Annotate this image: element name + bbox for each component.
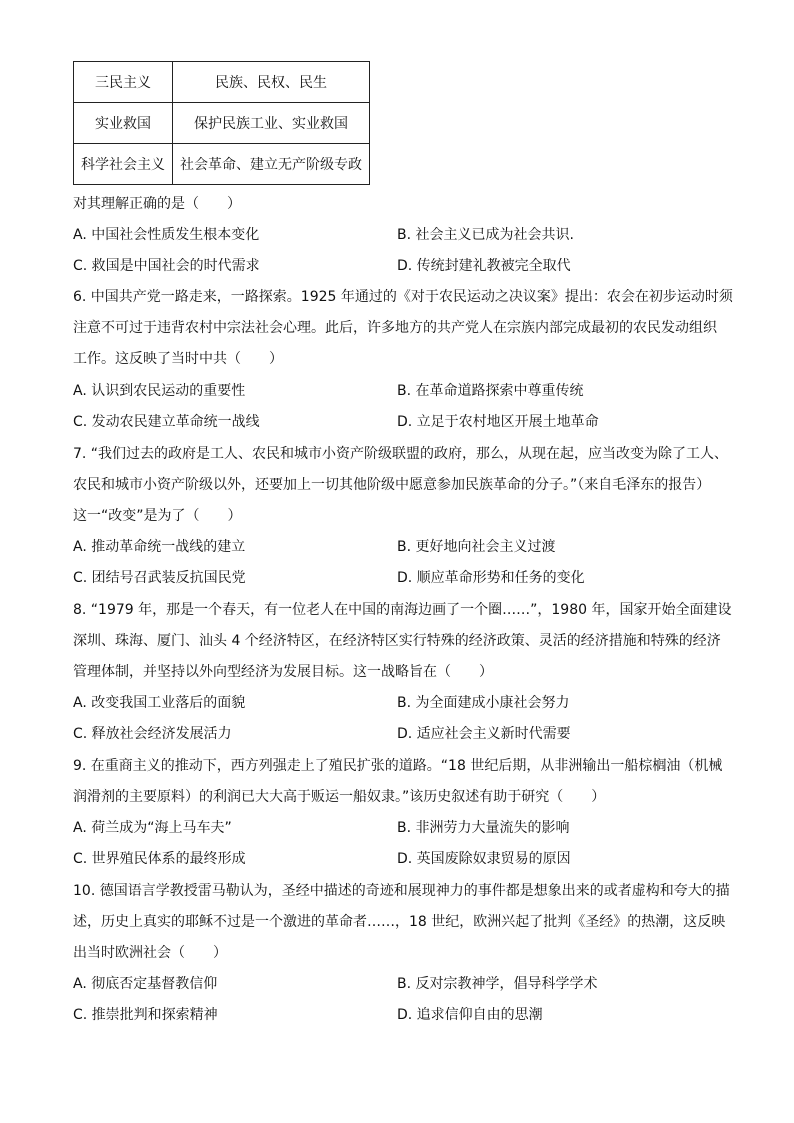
q10-stem-line: 述，历史上真实的耶稣不过是一个激进的革命者……，18 世纪，欧洲兴起了批判《圣经》的热潮，这反映 (73, 914, 726, 930)
q7-option-d[interactable]: D. 顺应革命形势和任务的变化 (397, 570, 585, 586)
q6-stem-line: 工作。这反映了当时中共（ ） (73, 351, 283, 367)
q10-stem-line: 10. 德国语言学教授雷马勒认为，圣经中描述的奇迹和展现神力的事件都是想象出来的或者虚构和夸大的描 (73, 883, 730, 899)
q9-option-c[interactable]: C. 世界殖民体系的最终形成 (73, 851, 246, 867)
q10-option-a[interactable]: A. 彻底否定基督教信仰 (73, 976, 218, 992)
q6-stem-line: 6. 中国共产党一路走来，一路探索。1925 年通过的《对于农民运动之决议案》提出：农会在初步运动时须 (73, 289, 733, 305)
q8-option-d[interactable]: D. 适应社会主义新时代需要 (397, 726, 571, 742)
q10-option-b[interactable]: B. 反对宗教神学，倡导科学学术 (397, 976, 598, 992)
table-cell-term: 三民主义 (74, 62, 173, 103)
q10-option-d[interactable]: D. 追求信仰自由的思潮 (397, 1007, 543, 1023)
q9-option-d[interactable]: D. 英国废除奴隶贸易的原因 (397, 851, 571, 867)
q5-option-c[interactable]: C. 救国是中国社会的时代需求 (73, 258, 260, 274)
q9-stem-line: 9. 在重商主义的推动下，西方列强走上了殖民扩张的道路。“18 世纪后期，从非洲输出一船棕榈油（机械 (73, 758, 723, 774)
q8-stem-line: 深圳、珠海、厦门、汕头 4 个经济特区，在经济特区实行特殊的经济政策、灵活的经济措施和特殊的经济 (73, 633, 721, 649)
q7-option-a[interactable]: A. 推动革命统一战线的建立 (73, 539, 246, 555)
q6-option-d[interactable]: D. 立足于农村地区开展土地革命 (397, 414, 599, 430)
q7-stem-line: 农民和城市小资产阶级以外，还要加上一切其他阶级中愿意参加民族革命的分子。”（来自毛泽东的报告） (73, 477, 711, 493)
q8-stem-line: 管理体制，并坚持以外向型经济为发展目标。这一战略旨在（ ） (73, 664, 493, 680)
q7-stem-line: 这一“改变”是为了（ ） (73, 508, 242, 524)
q8-option-a[interactable]: A. 改变我国工业落后的面貌 (73, 695, 246, 711)
q7-option-c[interactable]: C. 团结号召武装反抗国民党 (73, 570, 246, 586)
q6-option-b[interactable]: B. 在革命道路探索中尊重传统 (397, 383, 584, 399)
q10-option-c[interactable]: C. 推崇批判和探索精神 (73, 1007, 218, 1023)
q6-option-a[interactable]: A. 认识到农民运动的重要性 (73, 383, 246, 399)
table-row (74, 144, 370, 185)
q9-stem-line: 润滑剂的主要原料）的利润已大大高于贩运一船奴隶。”该历史叙述有助于研究（ ） (73, 789, 606, 805)
table-row (74, 103, 370, 144)
q6-stem-line: 注意不可过于违背农村中宗法社会心理。此后，许多地方的共产党人在宗族内部完成最初的农民发动组织 (73, 320, 717, 336)
q6-option-c[interactable]: C. 发动农民建立革命统一战线 (73, 414, 260, 430)
table-cell-content: 保护民族工业、实业救国 (173, 103, 370, 144)
table-cell-term: 科学社会主义 (74, 144, 173, 185)
concepts-table (73, 61, 370, 185)
q10-stem-line: 出当时欧洲社会（ ） (73, 945, 227, 961)
q5-option-d[interactable]: D. 传统封建礼教被完全取代 (397, 258, 571, 274)
q5-option-a[interactable]: A. 中国社会性质发生根本变化 (73, 227, 260, 243)
table-row (74, 62, 370, 103)
table-cell-content: 民族、民权、民生 (173, 62, 370, 103)
q9-option-a[interactable]: A. 荷兰成为“海上马车夫” (73, 820, 232, 836)
q8-option-c[interactable]: C. 释放社会经济发展活力 (73, 726, 232, 742)
q5-stem: 对其理解正确的是（ ） (73, 196, 241, 212)
q8-stem-line: 8. “1979 年，那是一个春天，有一位老人在中国的南海边画了一个圈……”，1980 年，国家开始全面建设 (73, 602, 732, 618)
q7-option-b[interactable]: B. 更好地向社会主义过渡 (397, 539, 556, 555)
table-cell-term: 实业救国 (74, 103, 173, 144)
q8-option-b[interactable]: B. 为全面建成小康社会努力 (397, 695, 570, 711)
table-cell-content: 社会革命、建立无产阶级专政 (173, 144, 370, 185)
q9-option-b[interactable]: B. 非洲劳力大量流失的影响 (397, 820, 570, 836)
q5-option-b[interactable]: B. 社会主义已成为社会共识. (397, 227, 574, 243)
q7-stem-line: 7. “我们过去的政府是工人、农民和城市小资产阶级联盟的政府，那么，从现在起，应当改变为除了工人、 (73, 446, 729, 462)
